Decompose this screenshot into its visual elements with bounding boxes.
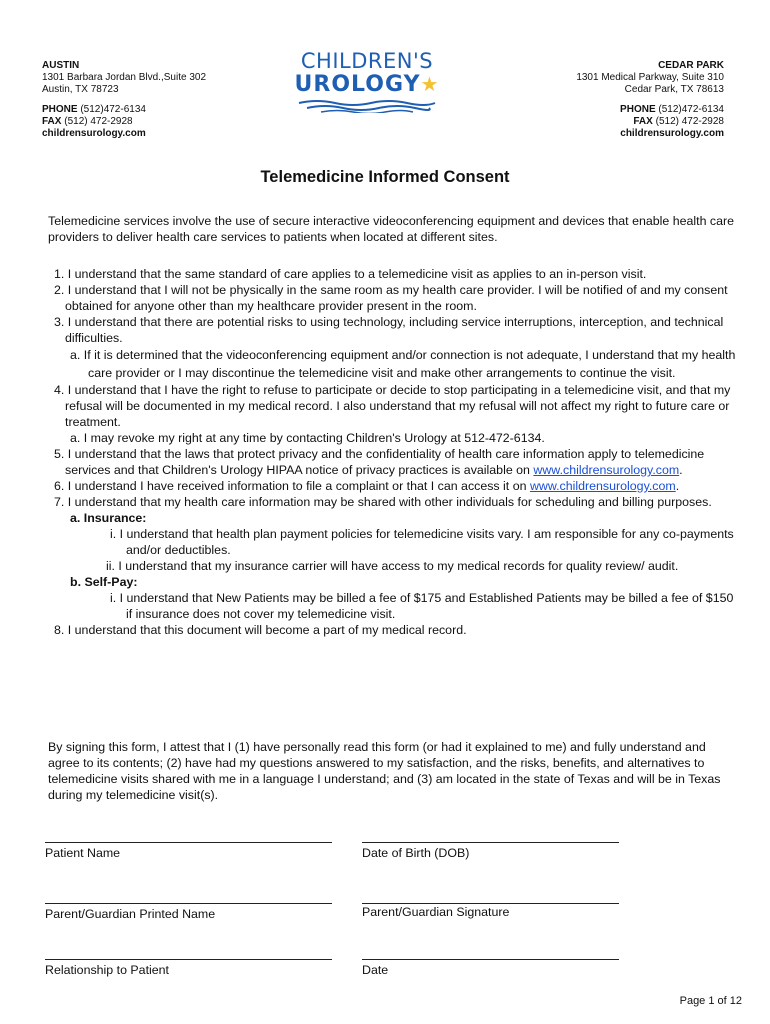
austin-city: AUSTIN bbox=[42, 60, 80, 71]
list-item-4a: a. I may revoke my right at any time by contacting Children's Urology at 512-472-6134. bbox=[70, 431, 545, 445]
logo-line2-wrap bbox=[292, 72, 442, 97]
date-label: Date bbox=[362, 963, 389, 977]
guardian-printed-name-line[interactable] bbox=[45, 903, 332, 904]
self-pay-heading: b. Self-Pay: bbox=[70, 575, 138, 589]
cedar-park-phone: (512)472-6134 bbox=[658, 104, 724, 115]
austin-phone-label: PHONE bbox=[42, 104, 78, 115]
dob-label: Date of Birth (DOB) bbox=[362, 846, 470, 860]
cedar-park-address-line1: 1301 Medical Parkway, Suite 310 bbox=[576, 72, 724, 83]
austin-phone: (512)472-6134 bbox=[80, 104, 146, 115]
cedar-park-address-line2: Cedar Park, TX 78613 bbox=[624, 84, 724, 95]
list-item-6-text: 6. I understand I have received information to file a complaint or that I can access it on bbox=[54, 479, 527, 493]
logo-line2: UROLOGY bbox=[294, 72, 421, 97]
cedar-park-fax: (512) 472-2928 bbox=[655, 116, 724, 127]
guardian-printed-name-label: Parent/Guardian Printed Name bbox=[45, 907, 216, 921]
patient-name-label: Patient Name bbox=[45, 846, 121, 860]
list-item-1: 1. I understand that the same standard of care applies to a telemedicine visit as applies to an in-person visit. bbox=[54, 267, 647, 281]
insurance-item-ii: ii. I understand that my insurance carrier will have access to my medical records for quality review/ audit. bbox=[106, 559, 679, 573]
cedar-park-website: childrensurology.com bbox=[620, 128, 724, 139]
childrens-urology-logo bbox=[292, 50, 442, 113]
list-item-3: 3. I understand that there are potential risks to using technology, including service interruptions, interception, and technical difficulties. bbox=[54, 315, 724, 345]
privacy-notice-link[interactable]: www.childrensurology.com bbox=[533, 463, 680, 477]
self-pay-item-i: i. I understand that New Patients may be billed a fee of $175 and Established Patients may be billed a fee of $150 if insurance does not cover my telemedicine visit. bbox=[110, 591, 734, 621]
logo-line1: CHILDREN'S bbox=[300, 49, 434, 73]
complaint-info-link[interactable]: www.childrensurology.com bbox=[529, 479, 676, 493]
document-title: Telemedicine Informed Consent bbox=[260, 168, 510, 186]
list-item-3a: a. If it is determined that the videoconferencing equipment and/or connection is not adequate, I understand that my health care provider or I may discontinue the telemedicine visit and make other arrangements to continue the visit. bbox=[70, 348, 736, 380]
intro-paragraph: Telemedicine services involve the use of secure interactive videoconferencing equipment and devices that enable health care providers to deliver health care services to patients when located at different sites. bbox=[48, 214, 735, 244]
date-line[interactable] bbox=[362, 959, 619, 960]
austin-address-line2: Austin, TX 78723 bbox=[42, 84, 119, 95]
austin-website: childrensurology.com bbox=[42, 128, 146, 139]
list-item-7: 7. I understand that my health care information may be shared with other individuals for scheduling and billing purposes. bbox=[54, 495, 712, 509]
austin-address-line1: 1301 Barbara Jordan Blvd.,Suite 302 bbox=[42, 72, 206, 83]
relationship-line[interactable] bbox=[45, 959, 332, 960]
cedar-park-city: CEDAR PARK bbox=[658, 60, 724, 71]
cedar-park-phone-label: PHONE bbox=[620, 104, 656, 115]
attestation-paragraph: By signing this form, I attest that I (1) have personally read this form (or had it explained to me) and fully understand and agree to its contents; (2) have had my questions answered to my satisfaction, and the risks, benefits, and alternatives to telemedicine visits shared with me in a language I understand; and (3) am located in the state of Texas and will be in Texas during my telemedicine visit(s). bbox=[48, 740, 721, 802]
relationship-label: Relationship to Patient bbox=[45, 963, 169, 977]
cedar-park-address bbox=[576, 60, 724, 140]
list-item-5-text: 5. I understand that the laws that protect privacy and the confidentiality of health care information apply to telemedicine services and that Children's Urology HIPAA notice of privacy practices is available on bbox=[54, 447, 705, 477]
list-item-8: 8. I understand that this document will become a part of my medical record. bbox=[54, 623, 467, 637]
austin-fax: (512) 472-2928 bbox=[64, 116, 133, 127]
cedar-park-fax-label: FAX bbox=[633, 116, 653, 127]
guardian-signature-label: Parent/Guardian Signature bbox=[362, 905, 510, 919]
insurance-item-i: i. I understand that health plan payment policies for telemedicine visits vary. I am responsible for any co-payments and/or deductibles. bbox=[110, 527, 734, 557]
patient-name-line[interactable] bbox=[45, 842, 332, 843]
star-icon: ★ bbox=[420, 72, 440, 96]
consent-list bbox=[48, 266, 738, 638]
list-item-4: 4. I understand that I have the right to refuse to participate or decide to stop participating in a telemedicine visit, and that my refusal will be documented in my medical record. I also understand that my refusal will not affect my right to future care or treatment. bbox=[54, 383, 731, 429]
austin-address bbox=[42, 60, 206, 140]
insurance-heading: a. Insurance: bbox=[70, 511, 147, 525]
list-item-5: 5. I understand that the laws that protect privacy and the confidentiality of health care information apply to telemedicine services and that Children's Urology HIPAA notice of privacy practices is available on www.childrensurology.com. bbox=[54, 447, 705, 477]
austin-fax-label: FAX bbox=[42, 116, 62, 127]
dob-line[interactable] bbox=[362, 842, 619, 843]
list-item-2: 2. I understand that I will not be physically in the same room as my health care provider. I will be notified of and my consent obtained for anyone other than my healthcare provider present in the room. bbox=[54, 283, 728, 313]
page-number: Page 1 of 12 bbox=[679, 995, 742, 1007]
waves-icon bbox=[297, 99, 437, 113]
list-item-6: 6. I understand I have received information to file a complaint or that I can access it on www.childrensurology.com. bbox=[54, 479, 680, 493]
guardian-signature-line[interactable] bbox=[362, 903, 619, 904]
